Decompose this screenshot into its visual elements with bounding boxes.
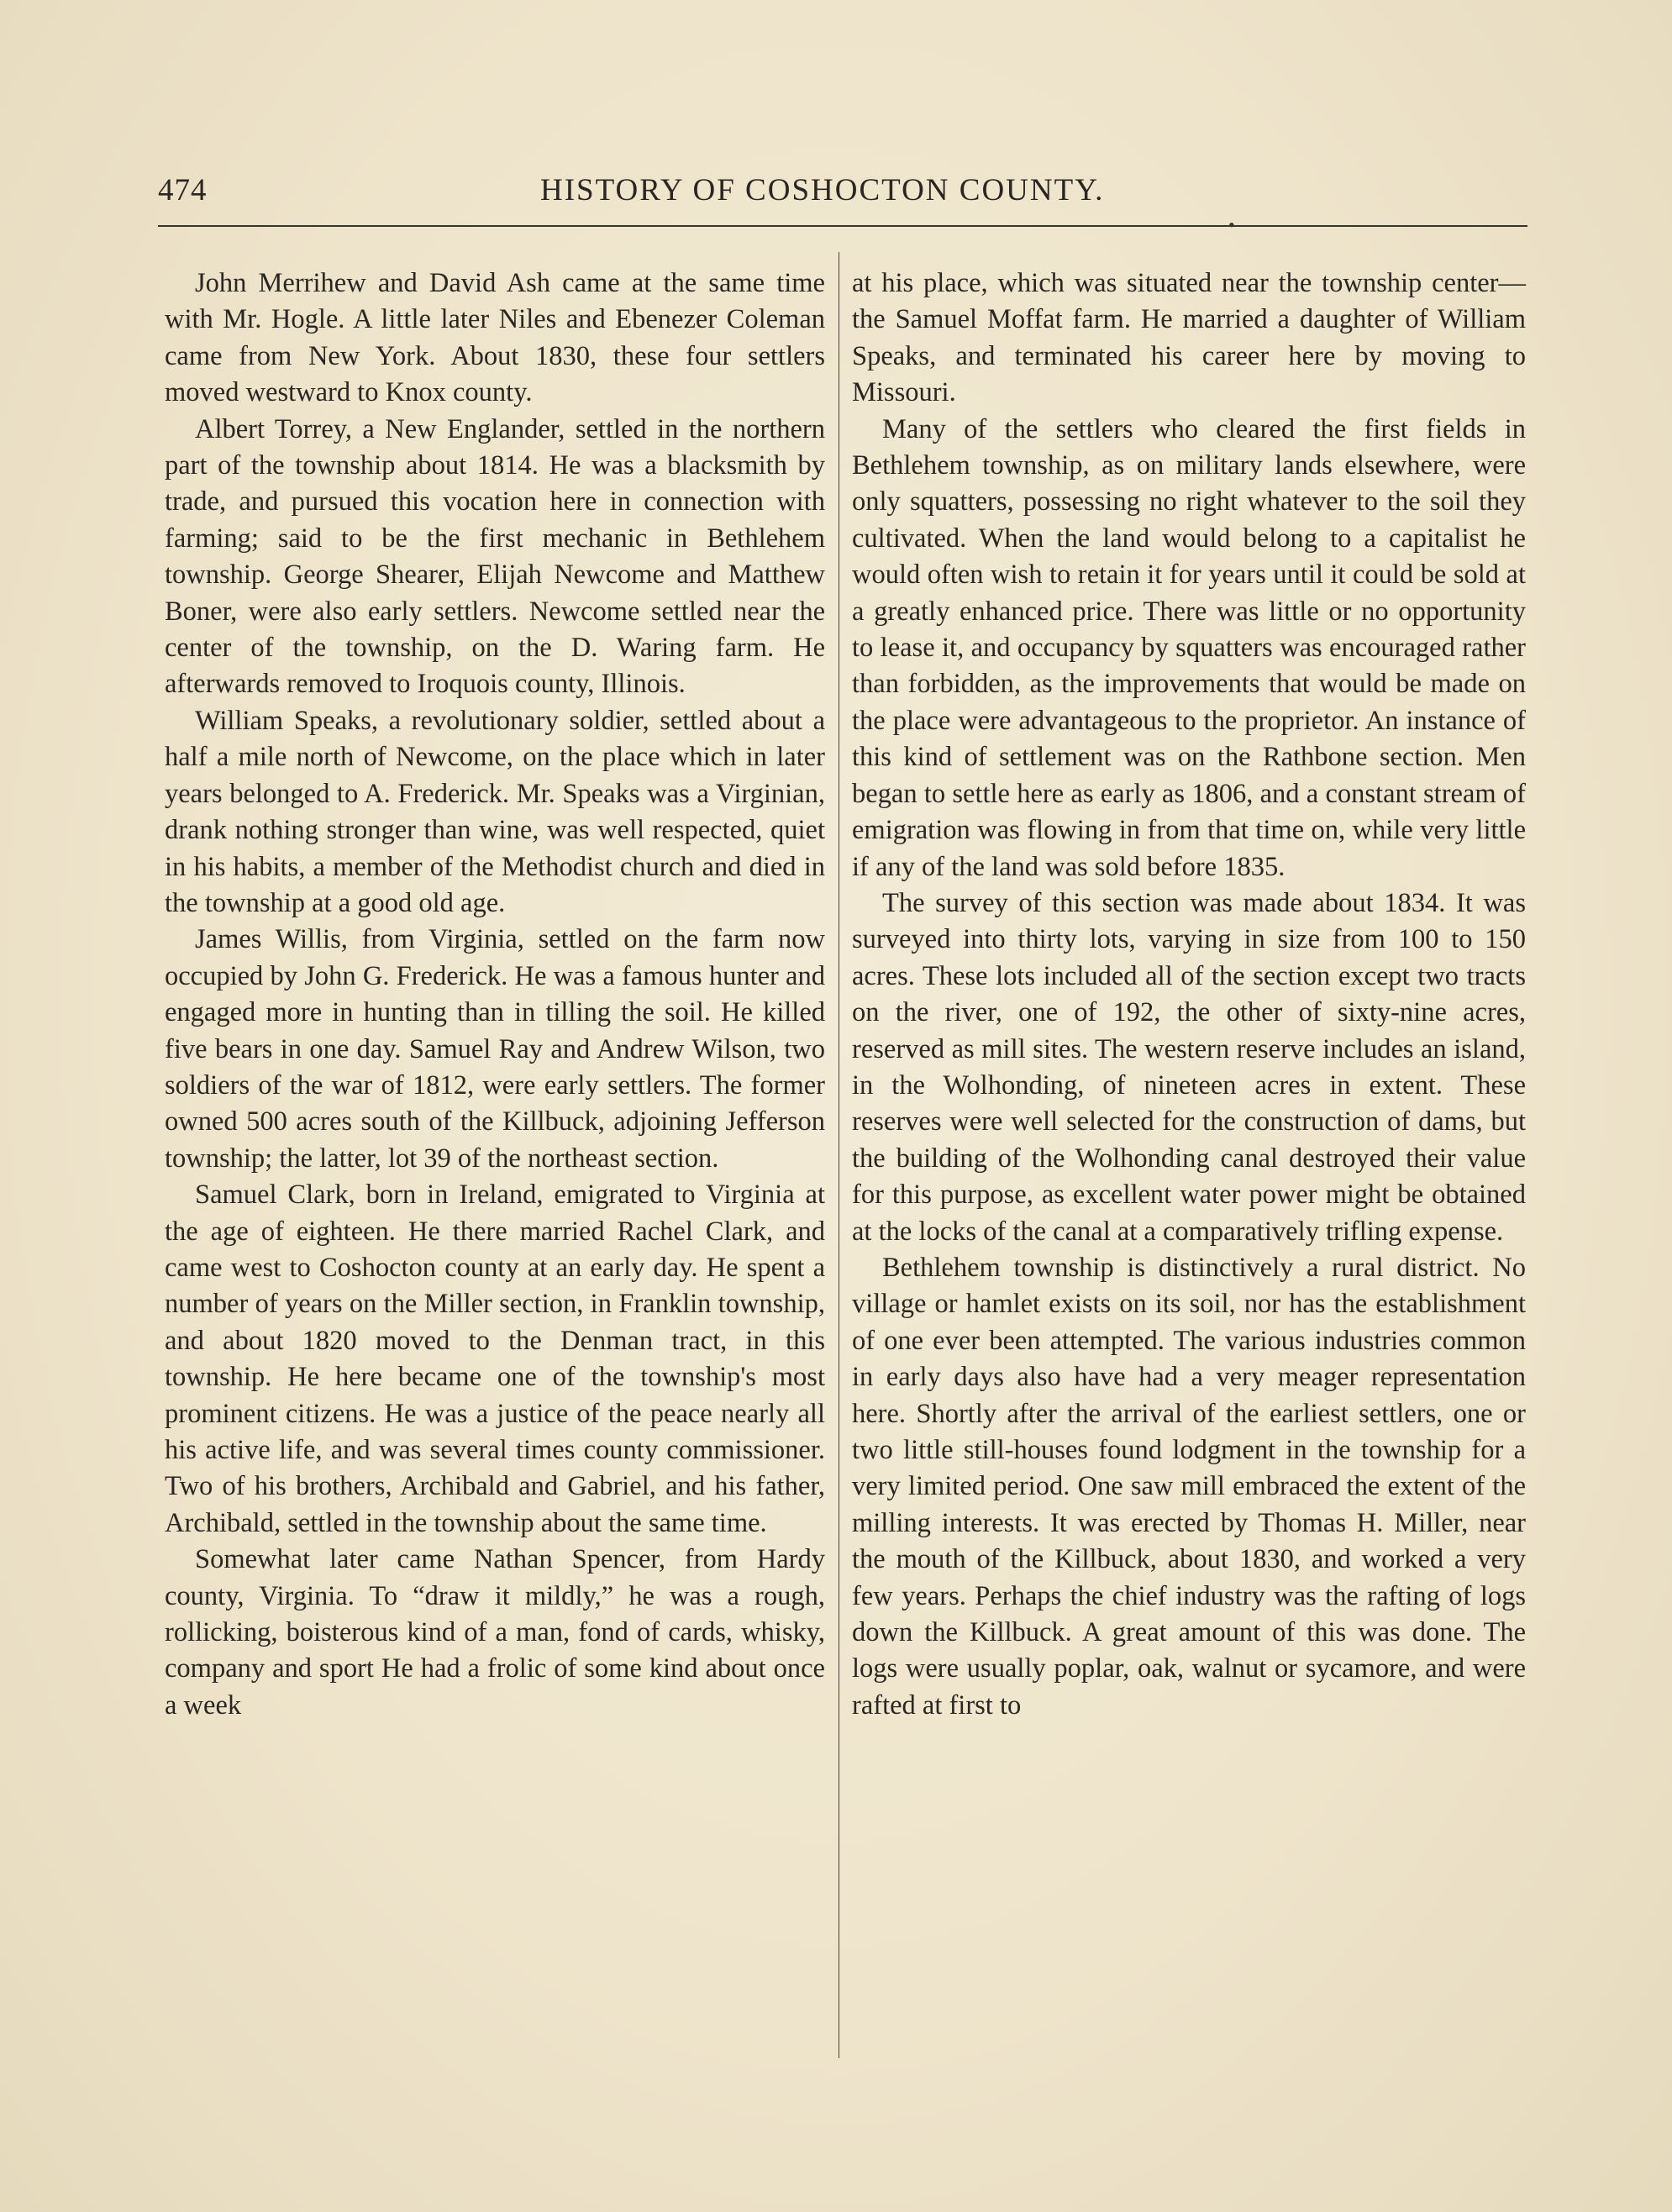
page-number: 474: [158, 173, 208, 208]
paragraph-speaks: William Speaks, a revolutionary soldier, settled about a half a mile north of Newcome, on the place which in later years belonged to A. Frederick. Mr. Speaks was a Virginian, drank nothing stronger than wine, was well respected, quiet in his habits, a member of the Methodist church and died in the township at a good old age.: [165, 705, 825, 918]
paragraph-spencer-continued: at his place, which was situated near the township center—the Samuel Moffat farm. He married a daughter of William Speaks, and terminated his career here by moving to Missouri.: [852, 268, 1526, 408]
page-header: [158, 172, 1527, 214]
left-column: [165, 265, 825, 1724]
paragraph-industries: Bethlehem township is distinctively a rural district. No village or hamlet exists on its soil, nor has the establishment of one ever been attempted. The various industries common in early days also have had a very meager representation here. Shortly after the arrival of the earliest settlers, one or two little still-houses found lodgment in the township for a very limited period. One saw mill embraced the extent of the milling interests. It was erected by Thomas H. Miller, near the mouth of the Killbuck, about 1830, and worked a very few years. Perhaps the chief industry was the rafting of logs down the Killbuck. A great amount of this was done. The logs were usually poplar, oak, walnut or sycamore, and were rafted at first to: [852, 1252, 1526, 1721]
paragraph-merrihew: John Merrihew and David Ash came at the same time with Mr. Hogle. A little later Niles and Ebenezer Coleman came from New York. About 1830, these four settlers moved westward to Knox county.: [165, 268, 825, 408]
paragraph-torrey: Albert Torrey, a New Englander, settled in the northern part of the township about 1814. He was a blacksmith by trade, and pursued this vocation here in connection with farming; said to be the first mechanic in Bethlehem township. George Shearer, Elijah Newcome and Matthew Boner, were also early settlers. Newcome settled near the center of the township, on the D. Waring farm. He afterwards removed to Iroquois county, Illinois.: [165, 413, 825, 700]
right-column: [852, 265, 1526, 1724]
paragraph-survey: The survey of this section was made about 1834. It was surveyed into thirty lots, varying in size from 100 to 150 acres. These lots included all of the section except two tracts on the river, one of 192, the other of sixty-nine acres, reserved as mill sites. The western reserve includes an island, in the Wolhonding, of nineteen acres in extent. These reserves were well selected for the construction of dams, but the building of the Wolhonding canal destroyed their value for this purpose, as excellent water power might be obtained at the locks of the canal at a comparatively trifling expense.: [852, 887, 1526, 1247]
paragraph-spencer: Somewhat later came Nathan Spencer, from Hardy county, Virginia. To “draw it mildly,” he was a rough, rollicking, boisterous kind of a man, fond of cards, whisky, company and sport He had a frolic of some kind about once a week: [165, 1544, 825, 1721]
running-title: HISTORY OF COSHOCTON COUNTY.: [540, 173, 1105, 208]
paragraph-squatters: Many of the settlers who cleared the first fields in Bethlehem township, as on military lands elsewhere, were only squatters, possessing no right whatever to the soil they cultivated. When the land would belong to a capitalist he would often wish to retain it for years until it could be sold at a greatly enhanced price. There was little or no opportunity to lease it, and occupancy by squatters was encouraged rather than forbidden, as the improvements that would be made on the place were advantageous to the proprietor. An instance of this kind of settlement was on the Rathbone section. Men began to settle here as early as 1806, and a constant stream of emigration was flowing in from that time on, while very little if any of the land was sold before 1835.: [852, 413, 1526, 882]
header-rule: [158, 225, 1527, 227]
paragraph-willis: James Willis, from Virginia, settled on the farm now occupied by John G. Frederick. He was a famous hunter and engaged more in hunting than in tilling the soil. He killed five bears in one day. Samuel Ray and Andrew Wilson, two soldiers of the war of 1812, were early settlers. The former owned 500 acres south of the Killbuck, adjoining Jefferson township; the latter, lot 39 of the northeast section.: [165, 924, 825, 1174]
rule-ornament: •: [1228, 214, 1235, 235]
paragraph-clark: Samuel Clark, born in Ireland, emigrated to Virginia at the age of eighteen. He there married Rachel Clark, and came west to Coshocton county at an early day. He spent a number of years on the Miller section, in Franklin township, and about 1820 moved to the Denman tract, in this township. He here became one of the township's most prominent citizens. He was a justice of the peace nearly all his active life, and was several times county commissioner. Two of his brothers, Archibald and Gabriel, and his father, Archibald, settled in the township about the same time.: [165, 1180, 825, 1538]
